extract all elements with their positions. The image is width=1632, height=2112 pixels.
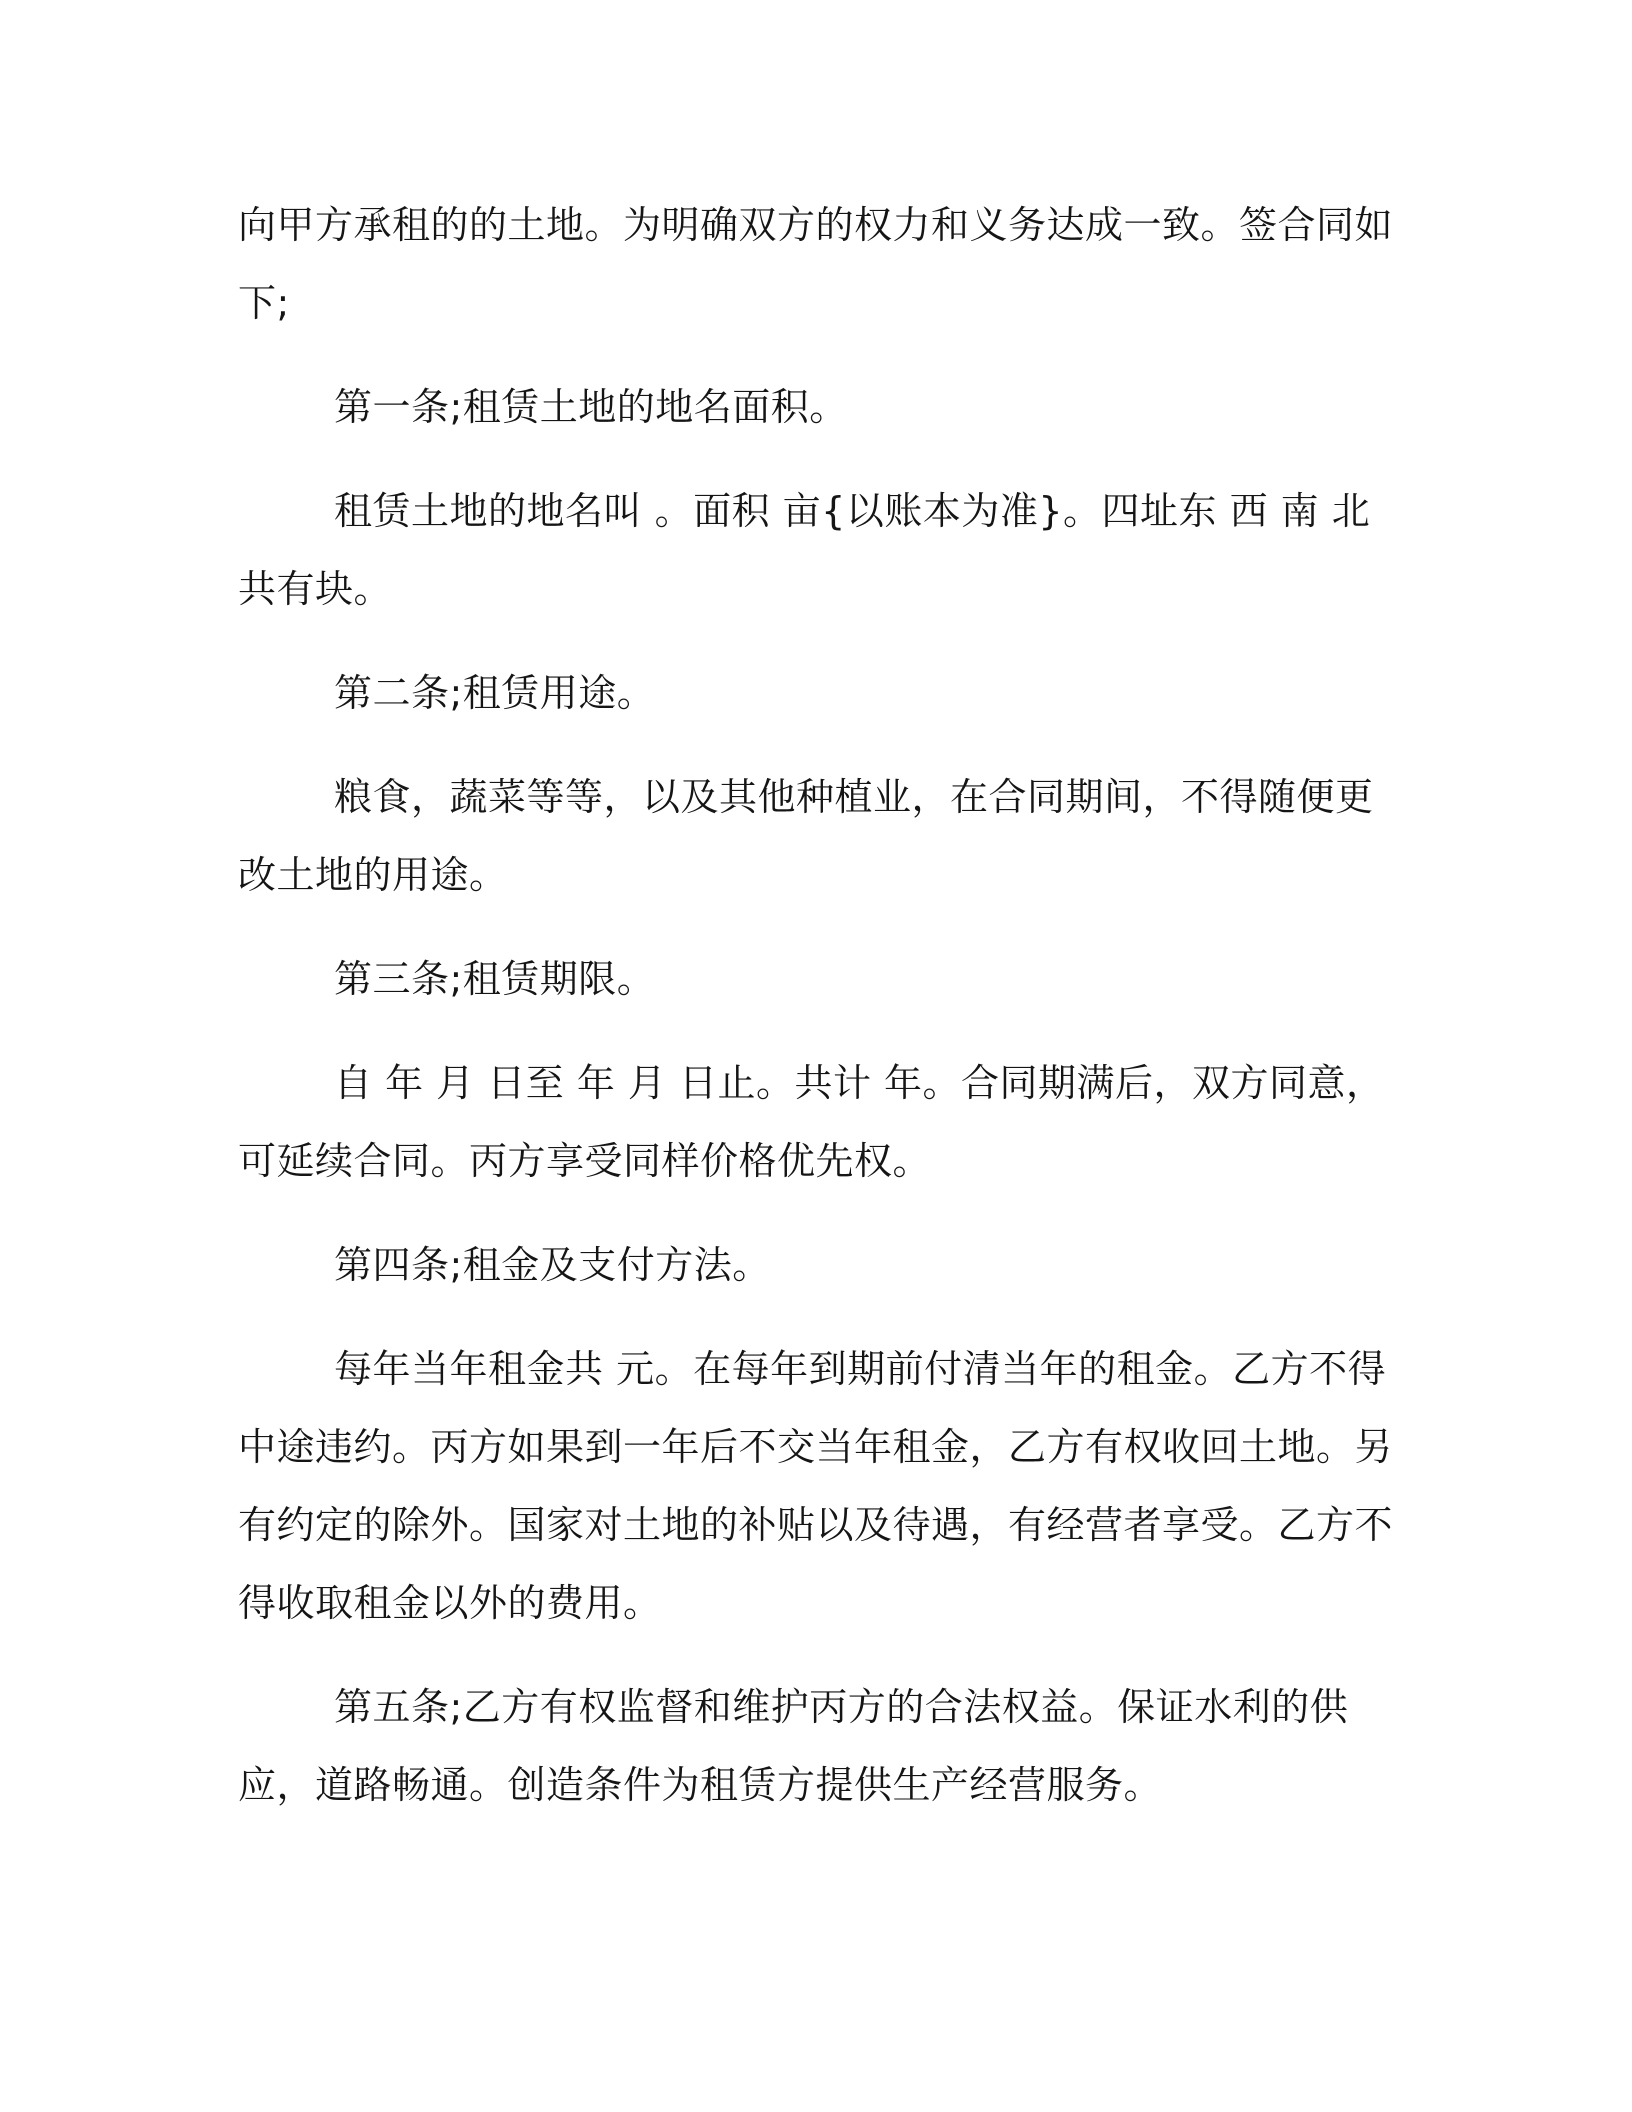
article-1-heading: 第一条;租赁土地的地名面积。 bbox=[334, 385, 848, 429]
contract-body bbox=[238, 186, 1398, 1850]
article-1-body: 租赁土地的地名叫 。面积 亩{以账本为准}。四址东 西 南 北 共有块。 bbox=[238, 489, 1371, 611]
article-4-heading: 第四条;租金及支付方法。 bbox=[334, 1243, 771, 1287]
article-5-paragraph: 第五条;乙方有权监督和维护丙方的合法权益。保证水利的供应，道路畅通。创造条件为租赁方提供生产经营服务。 bbox=[238, 1685, 1349, 1807]
article-3-body: 自 年 月 日至 年 月 日止。共计 年。合同期满后，双方同意，可延续合同。丙方享受同样价格优先权。 bbox=[238, 1061, 1385, 1183]
article-4-body: 每年当年租金共 元。在每年到期前付清当年的租金。乙方不得中途违约。丙方如果到一年后不交当年租金，乙方有权收回土地。另有约定的除外。国家对土地的补贴以及待遇，有经营者享受。乙方不得收取租金以外的费用。 bbox=[238, 1347, 1394, 1625]
article-2-body: 粮食，蔬菜等等，以及其他种植业，在合同期间，不得随便更改土地的用途。 bbox=[238, 775, 1374, 897]
article-3-heading: 第三条;租赁期限。 bbox=[334, 957, 656, 1001]
article-2-heading: 第二条;租赁用途。 bbox=[334, 671, 656, 715]
paragraph-intro: 向甲方承租的的土地。为明确双方的权力和义务达成一致。签合同如下; bbox=[238, 203, 1394, 325]
